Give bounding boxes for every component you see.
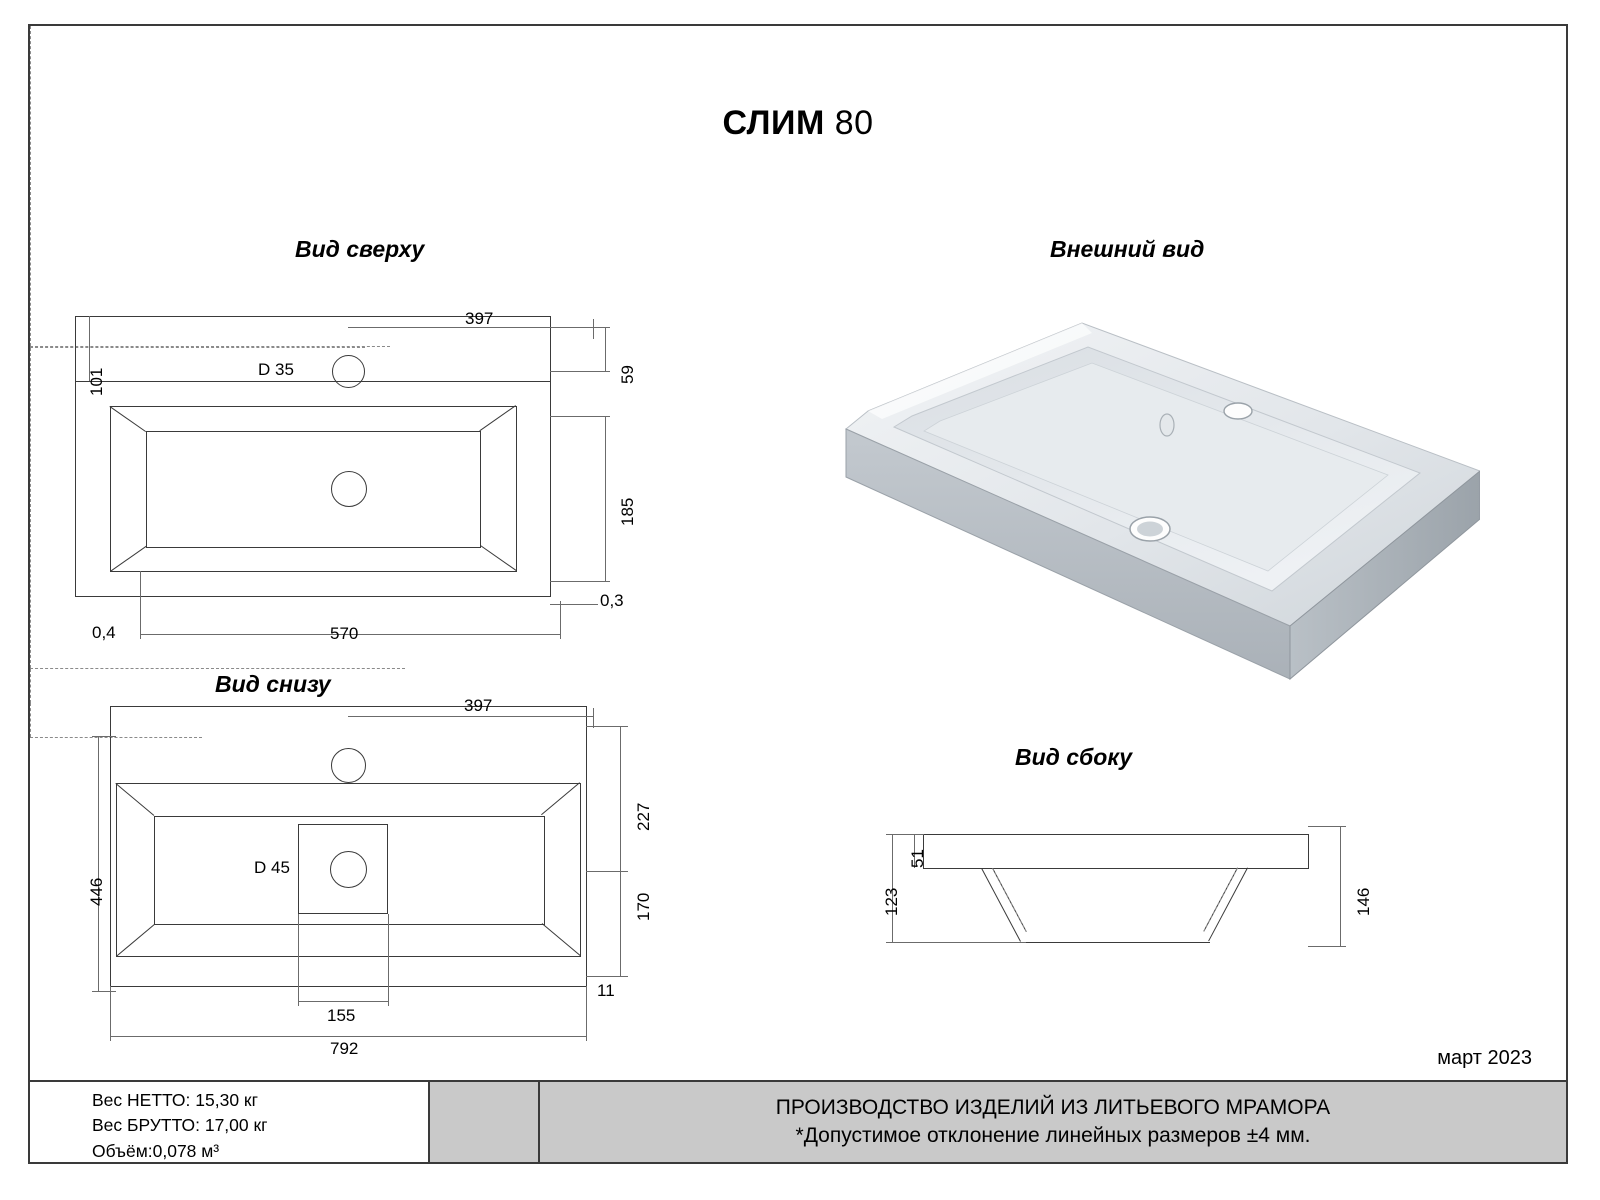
tap-hole-bottom-view bbox=[331, 748, 366, 783]
dim-123: 123 bbox=[882, 887, 901, 916]
volume: Объём:0,078 м³ bbox=[92, 1140, 220, 1161]
drawing-sheet bbox=[28, 24, 1568, 1164]
dim-0-3: 0,3 bbox=[600, 591, 624, 610]
drain-hole-top-view bbox=[331, 471, 367, 507]
dim-570: 570 bbox=[330, 624, 359, 643]
tap-hole-top-view bbox=[332, 355, 365, 388]
footer-bar bbox=[30, 1080, 1566, 1162]
label-side-view: Вид сбоку bbox=[1015, 744, 1133, 770]
production-line-1: ПРОИЗВОДСТВО ИЗДЕЛИЙ ИЗ ЛИТЬЕВОГО МРАМОРА bbox=[775, 1095, 1331, 1119]
page-title-model: СЛИМ bbox=[722, 104, 825, 142]
date-label: март 2023 bbox=[1437, 1047, 1532, 1069]
dim-51: 51 bbox=[908, 849, 927, 868]
label-top-view: Вид сверху bbox=[295, 236, 425, 262]
dim-227: 227 bbox=[634, 802, 653, 831]
production-line-2: *Допустимое отклонение линейных размеров ±4 мм. bbox=[795, 1124, 1311, 1147]
production-note-box bbox=[540, 1082, 1566, 1162]
dim-146: 146 bbox=[1354, 887, 1373, 916]
weight-info-box bbox=[30, 1082, 430, 1162]
dim-792: 792 bbox=[330, 1039, 359, 1058]
dim-101: 101 bbox=[87, 367, 106, 396]
page-title bbox=[30, 104, 1566, 143]
dim-59: 59 bbox=[618, 365, 637, 384]
label-exterior-view: Внешний вид bbox=[1050, 236, 1205, 262]
weight-brutto: Вес БРУТТО: 17,00 кг bbox=[92, 1115, 268, 1136]
tap-hole-label-top: D 35 bbox=[258, 360, 294, 379]
label-bottom-view: Вид снизу bbox=[215, 671, 331, 697]
dim-397-bottom: 397 bbox=[464, 696, 493, 715]
sink-3d-illustration bbox=[820, 281, 1480, 711]
drain-hole-label-bottom: D 45 bbox=[254, 858, 290, 877]
page-title-size: 80 bbox=[834, 104, 874, 142]
dim-185: 185 bbox=[618, 497, 637, 526]
weight-netto: Вес НЕТТО: 15,30 кг bbox=[92, 1090, 258, 1110]
dim-11: 11 bbox=[597, 981, 615, 1000]
footer-grey-band bbox=[430, 1082, 540, 1162]
dim-170: 170 bbox=[634, 892, 653, 921]
drain-hole-bottom-view bbox=[330, 851, 367, 888]
dim-397-top: 397 bbox=[465, 309, 494, 328]
dim-446: 446 bbox=[87, 877, 106, 906]
dim-155: 155 bbox=[327, 1006, 356, 1025]
dim-0-4: 0,4 bbox=[92, 623, 116, 642]
